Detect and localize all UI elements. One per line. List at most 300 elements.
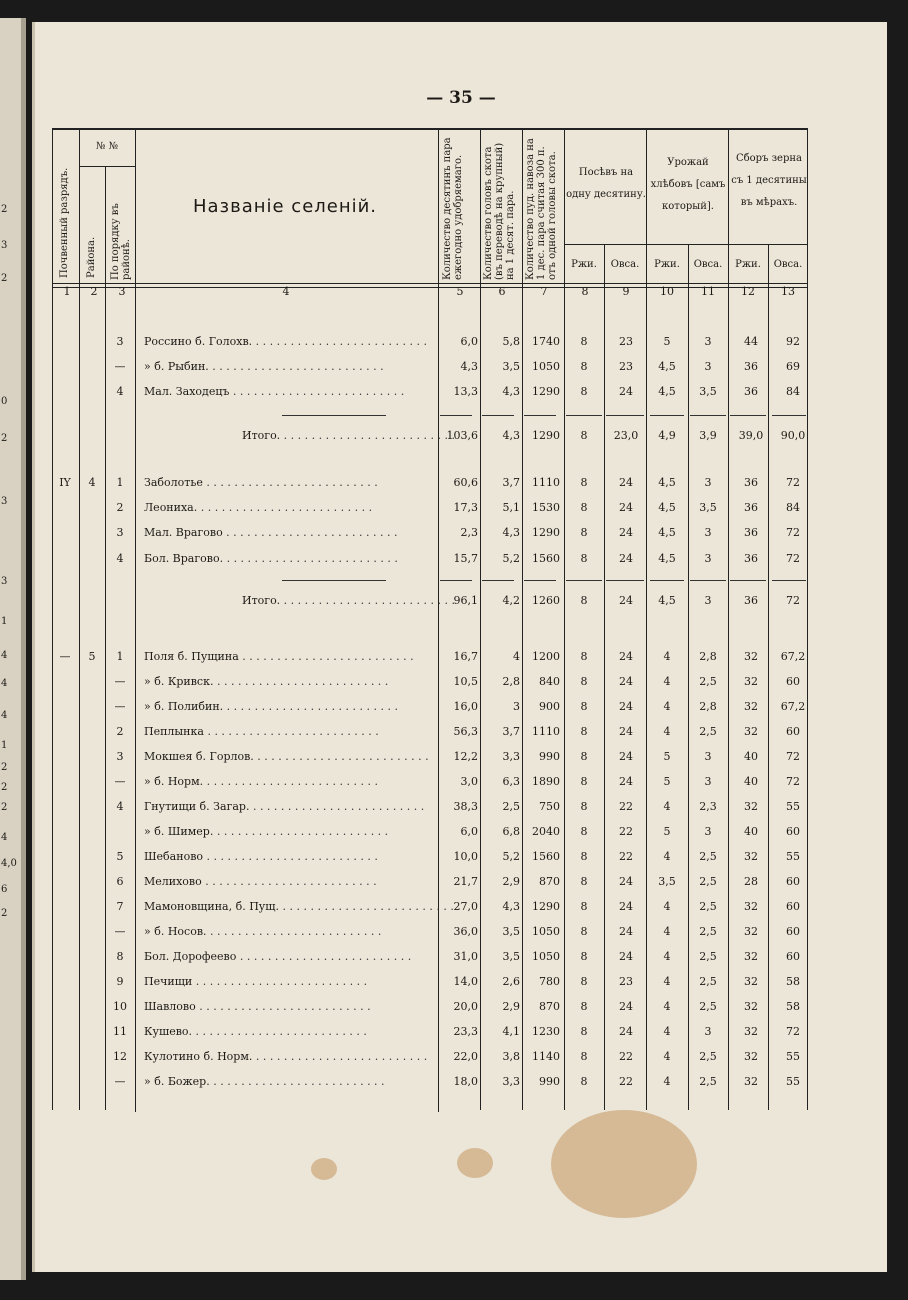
cell-v6: 2,6 xyxy=(502,975,520,988)
header-oats: Овса. xyxy=(773,259,803,270)
settlement-name-text: Бол. Дорофеево xyxy=(144,950,237,963)
cell-n: — xyxy=(114,775,126,788)
settlement-name-text: Шавлово xyxy=(144,1000,196,1013)
header-manure: Количество пуд. навоза на 1 дес. пара считая 300 п. отъ одной головы скота. xyxy=(525,138,558,280)
rule xyxy=(52,128,808,130)
cell-v13: 72 xyxy=(786,476,800,489)
table-row xyxy=(52,821,808,845)
cell-v7: 1200 xyxy=(532,650,560,663)
header-settlement-name: Названіе селеній. xyxy=(192,196,378,217)
cell-v6: 2,9 xyxy=(502,1000,520,1013)
leader-dots: . . . . . . . . . . . . . . . . . . . . . . . . . xyxy=(249,800,425,813)
cell-v10: 4,5 xyxy=(658,552,676,565)
cell-n: 3 xyxy=(116,750,124,763)
header-rye: Ржи. xyxy=(571,259,597,270)
cell-v13: 60 xyxy=(786,950,800,963)
cell-v8: 8 xyxy=(580,700,588,713)
cell-v8: 8 xyxy=(580,1050,588,1063)
cell-v12: 32 xyxy=(744,1025,758,1038)
settlement-name xyxy=(144,552,434,565)
stain xyxy=(311,1158,337,1180)
column-number: 9 xyxy=(622,285,630,298)
column-number: 8 xyxy=(581,285,589,298)
cell-v11: 2,5 xyxy=(699,1000,717,1013)
cell-v5: 56,3 xyxy=(453,725,478,738)
left-page-number: 2 xyxy=(1,802,8,813)
cell-v11: 3 xyxy=(704,360,712,373)
cell-v12: 44 xyxy=(744,335,758,348)
column-number: 1 xyxy=(63,285,71,298)
cell-v10: 4,5 xyxy=(658,360,676,373)
settlement-name-text: Гнутищи б. Загар. xyxy=(144,800,250,813)
cell-v6: 5,2 xyxy=(502,850,520,863)
cell-v7: 1290 xyxy=(532,526,560,539)
leader-dots: . . . . . . . . . . . . . . . . . . . . . . . . . xyxy=(213,675,389,688)
cell-v12: 36 xyxy=(744,526,758,539)
settlement-name-text: Кулотино б. Норм. xyxy=(144,1050,253,1063)
settlement-name-text: » б. Норм. xyxy=(144,775,204,788)
cell-n: 3 xyxy=(116,526,124,539)
cell-v9: 23 xyxy=(619,360,633,373)
header-order: По порядку въ районѣ. xyxy=(110,203,132,280)
cell-v12: 36 xyxy=(744,360,758,373)
settlement-name xyxy=(144,385,434,398)
cell-v13: 55 xyxy=(786,1050,800,1063)
cell-v5: 3,0 xyxy=(460,775,478,788)
cell-v5: 96,1 xyxy=(453,594,478,607)
leader-dots: . . . . . . . . . . . . . . . . . . . . . . . . . xyxy=(280,429,456,442)
cell-v11: 2,5 xyxy=(699,925,717,938)
cell-v10: 4 xyxy=(663,1075,671,1088)
cell-v11: 3 xyxy=(704,1025,712,1038)
leader-dots: . . . . . . . . . . . . . . . . . . . . . . . . . xyxy=(236,950,412,963)
settlement-name xyxy=(242,594,456,607)
cell-v6: 4,3 xyxy=(502,900,520,913)
cell-v6: 4,1 xyxy=(502,1025,520,1038)
cell-v9: 23,0 xyxy=(613,429,639,442)
cell-v8: 8 xyxy=(580,1075,588,1088)
table-row xyxy=(52,896,808,920)
settlement-name-text: Россино б. Голохв. xyxy=(144,335,253,348)
cell-v5: 16,0 xyxy=(453,700,478,713)
cell-v7: 1260 xyxy=(532,594,560,607)
cell-v13: 60 xyxy=(786,725,800,738)
cell-v6: 4,3 xyxy=(502,526,520,539)
leader-dots: . . . . . . . . . . . . . . . . . . . . . . . . . xyxy=(192,975,368,988)
settlement-name xyxy=(144,1050,434,1063)
cell-v13: 69 xyxy=(786,360,800,373)
cell-v8: 8 xyxy=(580,750,588,763)
cell-v11: 2,5 xyxy=(699,975,717,988)
cell-v12: 40 xyxy=(744,750,758,763)
total-rule xyxy=(650,415,684,416)
header-rye: Ржи. xyxy=(735,259,761,270)
column-number: 11 xyxy=(701,285,715,298)
cell-n: 7 xyxy=(116,900,124,913)
total-row xyxy=(52,425,808,449)
cell-v11: 3 xyxy=(704,526,712,539)
cell-v9: 24 xyxy=(619,1025,633,1038)
cell-v9: 24 xyxy=(619,552,633,565)
cell-n: — xyxy=(114,700,126,713)
cell-v5: 23,3 xyxy=(453,1025,478,1038)
cell-v7: 990 xyxy=(539,750,560,763)
cell-v11: 2,5 xyxy=(699,1050,717,1063)
cell-v5: 38,3 xyxy=(453,800,478,813)
cell-v10: 4 xyxy=(663,925,671,938)
table-row xyxy=(52,871,808,895)
header-oats: Овса. xyxy=(610,259,640,270)
table-row xyxy=(52,846,808,870)
cell-v8: 8 xyxy=(580,335,588,348)
leader-dots: . . . . . . . . . . . . . . . . . . . . . . . . . xyxy=(238,650,414,663)
cell-v8: 8 xyxy=(580,775,588,788)
cell-v10: 3,5 xyxy=(658,875,676,888)
cell-v5: 20,0 xyxy=(453,1000,478,1013)
table-row xyxy=(52,771,808,795)
rule xyxy=(52,283,808,284)
total-rule xyxy=(482,580,514,581)
cell-n: 4 xyxy=(116,552,124,565)
settlement-name-text: » б. Шимер. xyxy=(144,825,214,838)
cell-v8: 8 xyxy=(580,900,588,913)
cell-v8: 8 xyxy=(580,950,588,963)
settlement-name xyxy=(144,800,434,813)
cell-v6: 4,2 xyxy=(502,594,520,607)
cell-v10: 4,5 xyxy=(658,594,676,607)
cell-n: 4 xyxy=(116,800,124,813)
leader-dots: . . . . . . . . . . . . . . . . . . . . . . . . . xyxy=(197,501,373,514)
left-page-number: 4 xyxy=(1,678,8,689)
cell-v6: 4,3 xyxy=(502,385,520,398)
settlement-name xyxy=(144,360,434,373)
cell-v11: 3 xyxy=(704,476,712,489)
settlement-name xyxy=(144,650,434,663)
cell-v7: 1110 xyxy=(532,725,560,738)
left-page-number: 3 xyxy=(1,496,8,507)
cell-v7: 1890 xyxy=(532,775,560,788)
cell-n: 12 xyxy=(113,1050,127,1063)
cell-v5: 103,6 xyxy=(446,429,478,442)
table-row xyxy=(52,921,808,945)
cell-v13: 90,0 xyxy=(780,429,806,442)
stain xyxy=(457,1148,493,1178)
cell-v6: 3,7 xyxy=(502,476,520,489)
cell-v9: 24 xyxy=(619,501,633,514)
total-rule xyxy=(440,415,472,416)
cell-v8: 8 xyxy=(580,975,588,988)
cell-v7: 1140 xyxy=(532,1050,560,1063)
cell-v9: 24 xyxy=(619,875,633,888)
cell-v9: 24 xyxy=(619,385,633,398)
cell-v9: 22 xyxy=(619,825,633,838)
cell-v13: 60 xyxy=(786,675,800,688)
settlement-name-text: » б. Полибин. xyxy=(144,700,224,713)
leader-dots: . . . . . . . . . . . . . . . . . . . . . . . . . xyxy=(192,1025,367,1038)
cell-v7: 1230 xyxy=(532,1025,560,1038)
cell-v10: 4 xyxy=(663,1050,671,1063)
leader-dots: . . . . . . . . . . . . . . . . . . . . . . . . . xyxy=(213,825,389,838)
cell-v7: 1290 xyxy=(532,900,560,913)
cell-n: 2 xyxy=(116,501,124,514)
cell-v12: 36 xyxy=(744,552,758,565)
column-number: 10 xyxy=(660,285,674,298)
settlement-name xyxy=(242,429,456,442)
cell-v6: 2,5 xyxy=(502,800,520,813)
cell-v10: 4 xyxy=(663,725,671,738)
cell-n: 2 xyxy=(116,725,124,738)
cell-v5: 15,7 xyxy=(453,552,478,565)
cell-v9: 22 xyxy=(619,1050,633,1063)
cell-n: 10 xyxy=(113,1000,127,1013)
table-row xyxy=(52,671,808,695)
table-row xyxy=(52,356,808,380)
cell-v5: 4,3 xyxy=(460,360,478,373)
leader-dots: . . . . . . . . . . . . . . . . . . . . . . . . . xyxy=(203,775,378,788)
cell-v8: 8 xyxy=(580,526,588,539)
cell-v8: 8 xyxy=(580,385,588,398)
cell-v8: 8 xyxy=(580,429,588,442)
settlement-name xyxy=(144,501,434,514)
settlement-name-text: Печищи xyxy=(144,975,193,988)
total-rule xyxy=(772,415,806,416)
leader-dots: . . . . . . . . . . . . . . . . . . . . . . . . . xyxy=(209,1075,385,1088)
total-rule xyxy=(690,580,726,581)
table-row xyxy=(52,696,808,720)
cell-v6: 6,3 xyxy=(502,775,520,788)
cell-v9: 24 xyxy=(619,526,633,539)
total-rule xyxy=(690,415,726,416)
leader-dots: . . . . . . . . . . . . . . . . . . . . . . . . . xyxy=(229,385,405,398)
cell-v10: 4 xyxy=(663,675,671,688)
settlement-name-text: Поля б. Пущина xyxy=(144,650,239,663)
cell-v10: 4,5 xyxy=(658,476,676,489)
cell-v7: 840 xyxy=(539,675,560,688)
left-page-number: 2 xyxy=(1,204,8,215)
cell-n: — xyxy=(114,675,126,688)
settlement-name-text: » б. Кривск. xyxy=(144,675,214,688)
cell-n: 1 xyxy=(116,650,124,663)
cell-v9: 24 xyxy=(619,700,633,713)
cell-v11: 2,3 xyxy=(699,800,717,813)
cell-v13: 67,2 xyxy=(780,650,806,663)
total-rule xyxy=(566,580,602,581)
cell-v12: 32 xyxy=(744,650,758,663)
settlement-name-text: Мамоновщина, б. Пущ. xyxy=(144,900,279,913)
total-row xyxy=(52,590,808,614)
column-number: 13 xyxy=(781,285,795,298)
cell-v8: 8 xyxy=(580,650,588,663)
cell-v12: 32 xyxy=(744,925,758,938)
settlement-name xyxy=(144,335,434,348)
cell-v6: 4,3 xyxy=(502,429,520,442)
cell-v7: 990 xyxy=(539,1075,560,1088)
settlement-name xyxy=(144,1075,434,1088)
settlement-name-text: Итого. xyxy=(242,429,281,442)
cell-v9: 24 xyxy=(619,650,633,663)
cell-v7: 780 xyxy=(539,975,560,988)
settlement-name xyxy=(144,476,434,489)
table-row xyxy=(52,331,808,355)
cell-d: 5 xyxy=(88,650,96,663)
leader-dots: . . . . . . . . . . . . . . . . . . . . . . . . . xyxy=(195,1000,371,1013)
cell-v12: 32 xyxy=(744,725,758,738)
cell-v12: 40 xyxy=(744,775,758,788)
settlement-name-text: Бол. Врагово. xyxy=(144,552,224,565)
settlement-name-text: » б. Рыбин. xyxy=(144,360,209,373)
left-page-number: 4 xyxy=(1,710,8,721)
cell-v12: 32 xyxy=(744,950,758,963)
cell-v8: 8 xyxy=(580,594,588,607)
total-rule xyxy=(282,415,386,416)
cell-v12: 32 xyxy=(744,1075,758,1088)
cell-v7: 1290 xyxy=(532,385,560,398)
cell-v6: 3,8 xyxy=(502,1050,520,1063)
cell-v8: 8 xyxy=(580,1025,588,1038)
cell-v5: 13,3 xyxy=(453,385,478,398)
cell-v13: 58 xyxy=(786,1000,800,1013)
settlement-name xyxy=(144,775,434,788)
cell-v5: 21,7 xyxy=(453,875,478,888)
left-page-number: 6 xyxy=(1,884,8,895)
cell-v6: 3,5 xyxy=(502,360,520,373)
cell-v11: 2,5 xyxy=(699,725,717,738)
cell-v9: 22 xyxy=(619,800,633,813)
settlement-name xyxy=(144,1000,434,1013)
settlement-name-text: » б. Божер. xyxy=(144,1075,210,1088)
cell-v9: 24 xyxy=(619,750,633,763)
header-rye: Ржи. xyxy=(654,259,680,270)
left-page-number: 3 xyxy=(1,576,8,587)
cell-v5: 10,5 xyxy=(453,675,478,688)
settlement-name-text: Заболотье xyxy=(144,476,203,489)
table-row xyxy=(52,548,808,572)
cell-v10: 4 xyxy=(663,900,671,913)
cell-v5: 31,0 xyxy=(453,950,478,963)
left-page-number: 0 xyxy=(1,396,8,407)
rule xyxy=(564,244,808,245)
cell-v13: 60 xyxy=(786,825,800,838)
column-number: 12 xyxy=(741,285,755,298)
cell-v8: 8 xyxy=(580,825,588,838)
cell-v8: 8 xyxy=(580,552,588,565)
cell-n: 8 xyxy=(116,950,124,963)
header-soil-class: Почвенный разрядъ. xyxy=(59,167,70,278)
cell-v12: 36 xyxy=(744,501,758,514)
cell-v12: 32 xyxy=(744,850,758,863)
cell-v7: 900 xyxy=(539,700,560,713)
cell-v5: 6,0 xyxy=(460,335,478,348)
cell-v9: 24 xyxy=(619,950,633,963)
leader-dots: . . . . . . . . . . . . . . . . . . . . . . . . . xyxy=(206,925,382,938)
leader-dots: . . . . . . . . . . . . . . . . . . . . . . . . . xyxy=(253,750,429,763)
leader-dots: . . . . . . . . . . . . . . . . . . . . . . . . . xyxy=(252,1050,428,1063)
cell-v8: 8 xyxy=(580,850,588,863)
header-yield: Сборъ зерна съ 1 десятины въ мѣрахъ. xyxy=(731,153,807,208)
cell-v13: 58 xyxy=(786,975,800,988)
cell-v11: 3 xyxy=(704,594,712,607)
table-row xyxy=(52,522,808,546)
cell-n: — xyxy=(114,1075,126,1088)
cell-v12: 32 xyxy=(744,1000,758,1013)
left-page-number: 4 xyxy=(1,832,8,843)
cell-v6: 3,7 xyxy=(502,725,520,738)
cell-v10: 5 xyxy=(663,750,671,763)
leader-dots: . . . . . . . . . . . . . . . . . . . . . . . . . xyxy=(279,900,454,913)
header-harvest: Урожай хлѣбовъ [самъ который]. xyxy=(650,157,726,212)
cell-v5: 27,0 xyxy=(453,900,478,913)
cell-v11: 3 xyxy=(704,750,712,763)
cell-v11: 3,5 xyxy=(699,501,717,514)
settlement-name-text: Мелихово xyxy=(144,875,202,888)
cell-n: — xyxy=(114,925,126,938)
cell-v13: 55 xyxy=(786,850,800,863)
cell-v5: 12,2 xyxy=(453,750,478,763)
leader-dots: . . . . . . . . . . . . . . . . . . . . . . . . . xyxy=(201,875,377,888)
cell-v6: 5,1 xyxy=(502,501,520,514)
left-page-number: 2 xyxy=(1,273,8,284)
cell-n: 9 xyxy=(116,975,124,988)
cell-v11: 2,5 xyxy=(699,950,717,963)
cell-n: 6 xyxy=(116,875,124,888)
cell-v7: 1110 xyxy=(532,476,560,489)
cell-v13: 84 xyxy=(786,385,800,398)
leader-dots: . . . . . . . . . . . . . . . . . . . . . . . . . xyxy=(203,850,378,863)
cell-v13: 72 xyxy=(786,750,800,763)
total-rule xyxy=(524,580,556,581)
cell-v11: 3 xyxy=(704,335,712,348)
settlement-name-text: Кушево. xyxy=(144,1025,193,1038)
cell-v13: 72 xyxy=(786,1025,800,1038)
cell-v11: 2,5 xyxy=(699,675,717,688)
cell-v8: 8 xyxy=(580,360,588,373)
cell-v12: 32 xyxy=(744,800,758,813)
settlement-name xyxy=(144,925,434,938)
table-row xyxy=(52,721,808,745)
cell-v12: 32 xyxy=(744,900,758,913)
cell-v5: 36,0 xyxy=(453,925,478,938)
cell-v7: 1290 xyxy=(532,429,560,442)
cell-v12: 28 xyxy=(744,875,758,888)
cell-v9: 22 xyxy=(619,1075,633,1088)
cell-v7: 1530 xyxy=(532,501,560,514)
table-row xyxy=(52,796,808,820)
left-page-number: 2 xyxy=(1,433,8,444)
cell-d: 4 xyxy=(88,476,96,489)
total-rule xyxy=(730,580,766,581)
cell-v9: 22 xyxy=(619,850,633,863)
cell-n: 4 xyxy=(116,385,124,398)
cell-v11: 3 xyxy=(704,775,712,788)
table-row xyxy=(52,996,808,1020)
left-page-number: 1 xyxy=(1,740,8,751)
cell-v9: 23 xyxy=(619,975,633,988)
header-sowing: Посѣвъ на одну десятину. xyxy=(566,167,646,200)
cell-v12: 36 xyxy=(744,594,758,607)
cell-v7: 870 xyxy=(539,875,560,888)
rule xyxy=(79,166,135,167)
cell-v11: 2,8 xyxy=(699,650,717,663)
total-rule xyxy=(482,415,514,416)
cell-v6: 3,3 xyxy=(502,1075,520,1088)
settlement-name xyxy=(144,750,434,763)
settlement-name-text: Итого. xyxy=(242,594,281,607)
cell-v5: 10,0 xyxy=(453,850,478,863)
cell-v10: 4,5 xyxy=(658,501,676,514)
left-page-number: 1 xyxy=(1,616,8,627)
cell-v9: 24 xyxy=(619,925,633,938)
cell-v11: 2,5 xyxy=(699,875,717,888)
